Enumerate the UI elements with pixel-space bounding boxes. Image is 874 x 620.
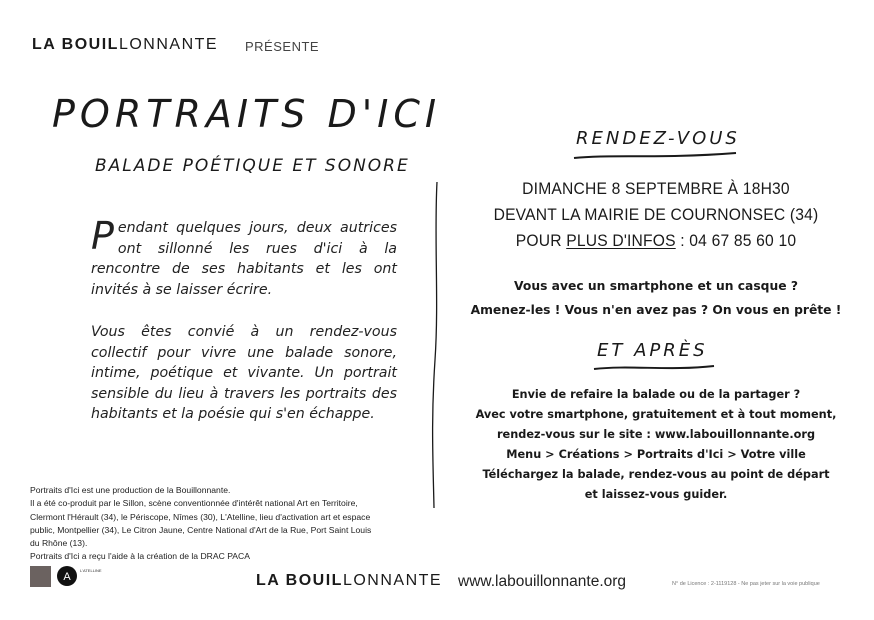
rendezvous-title: RENDEZ-VOUS — [576, 128, 740, 149]
apres-title: ET APRÈS — [597, 340, 708, 361]
apres-line: Avec votre smartphone, gratuitement et à tout moment, — [475, 408, 837, 421]
apres-line: Téléchargez la balade, rendez-vous au point de départ — [482, 468, 830, 481]
smartphone-line-1: Vous avec un smartphone et un casque ? — [514, 279, 798, 293]
intro-paragraph-2: Vous êtes convié à un rendez-vous collectif pour vivre une balade sonore, intime, poétique et vivante. Un portrait sensible du lieu à travers les portraits des habitants et la poésie qui s'en échappe. — [91, 324, 397, 422]
smartphone-note — [446, 274, 866, 322]
rendezvous-date: DIMANCHE 8 SEPTEMBRE À 18H30 — [522, 179, 790, 198]
licence-text: N° de Licence : 2-1119128 - Ne pas jeter sur la voie publique — [672, 581, 820, 587]
smartphone-line-2: Amenez-les ! Vous n'en avez pas ? On vous en prête ! — [470, 303, 842, 317]
presents-label: PRÉSENTE — [245, 39, 320, 54]
footer-brand — [256, 572, 442, 590]
rendezvous-place: DEVANT LA MAIRIE DE COURNONSEC (34) — [493, 205, 819, 224]
atelline-logo-icon — [56, 565, 78, 587]
brand-bold: LA BOUIL — [32, 36, 119, 53]
more-info-link[interactable]: PLUS D'INFOS — [566, 231, 676, 250]
intro-paragraph-1 — [91, 214, 397, 300]
apres-underline — [590, 362, 720, 374]
apres-line: et laissez-vous guider. — [584, 488, 728, 501]
credit-line: Portraits d'Ici a reçu l'aide à la création de la DRAC PACA — [30, 551, 250, 562]
partner-logo-icon — [30, 566, 51, 587]
footer-brand-bold: LA BOUIL — [256, 572, 343, 589]
page-title: PORTRAITS D'ICI — [52, 92, 442, 136]
credit-line: Portraits d'Ici est une production de la Bouillonnante. — [30, 485, 231, 495]
info-phone: : 04 67 85 60 10 — [675, 231, 797, 250]
rendezvous-info — [463, 228, 849, 254]
apres-line: Menu > Créations > Portraits d'Ici > Votre ville — [506, 448, 806, 461]
drop-cap: P — [91, 214, 114, 258]
footer-brand-light: LONNANTE — [342, 572, 443, 589]
credits — [30, 484, 375, 564]
rendezvous-details — [446, 176, 866, 254]
brand-light: LONNANTE — [118, 36, 219, 53]
hand-drawn-divider — [425, 180, 445, 510]
atelline-mark: A — [63, 571, 71, 583]
page-subtitle: BALADE POÉTIQUE ET SONORE — [95, 156, 410, 176]
atelline-logo-text: L'ATELLINE — [80, 568, 102, 573]
apres-line: Envie de refaire la balade ou de la partager ? — [511, 388, 801, 401]
rendezvous-underline — [570, 150, 740, 162]
info-prefix: POUR — [515, 231, 567, 250]
apres-line: rendez-vous sur le site : www.labouillonnante.org — [496, 428, 816, 441]
footer-url-link[interactable]: www.labouillonnante.org — [458, 573, 627, 590]
intro-text-1: endant quelques jours, deux autrices ont sillonné les rues d'ici à la rencontre de ses habitants et les ont invités à se laisser écrire. — [91, 220, 397, 298]
header-brand — [32, 36, 218, 54]
credit-line: Il a été co-produit par le Sillon, scène conventionnée d'intérêt national Art en Territoire, Clermont l'Hérault (34), le Périscope, Nîmes (30), L'Atelline, lieu d'activation art et espace public, Montpellier (34), Le Citron Jaune, Centre National d'Art de la Rue, Port Saint Louis du Rhône (13). — [30, 498, 372, 549]
apres-text — [446, 385, 866, 505]
